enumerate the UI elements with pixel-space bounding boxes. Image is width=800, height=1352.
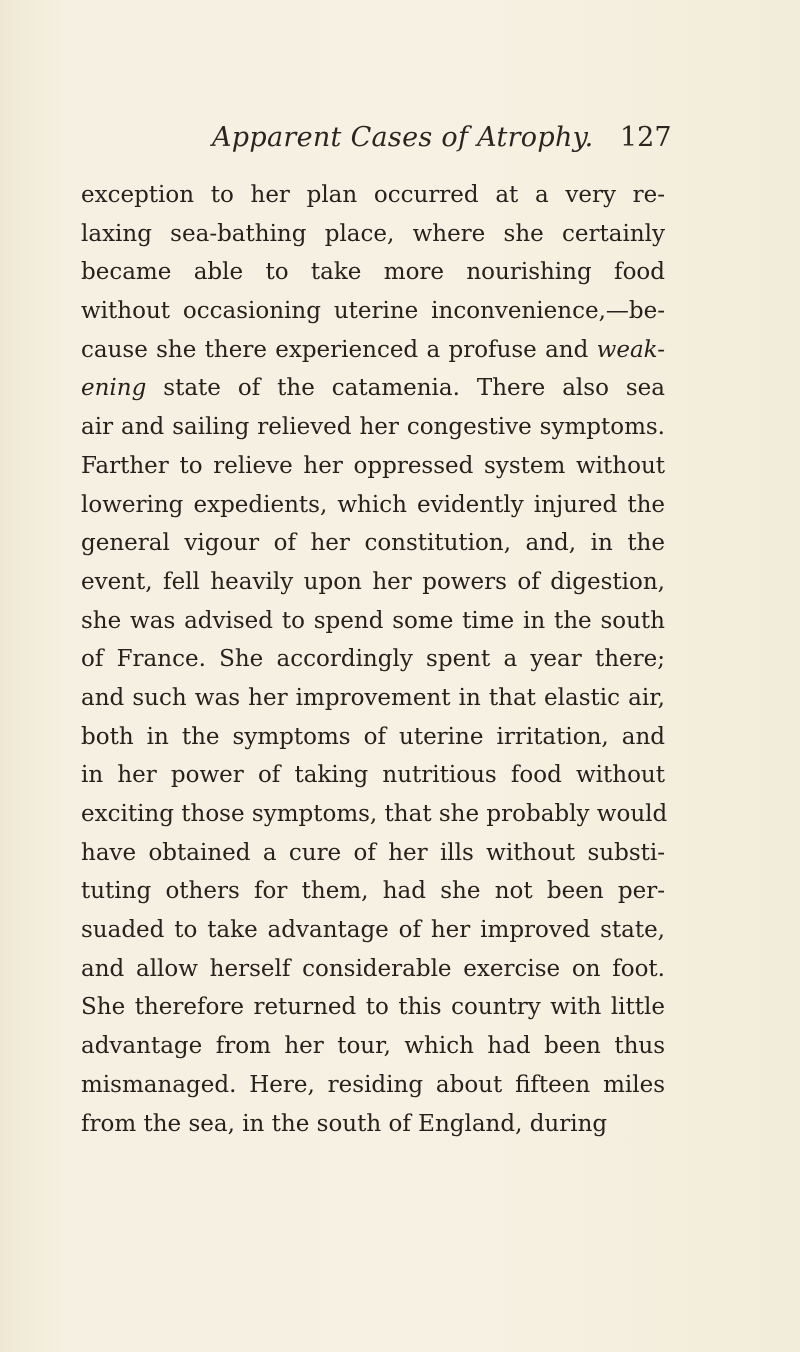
text-line: advantage from her tour, which had been thus (81, 1033, 665, 1060)
text-line: exciting those symptoms, that she probably would (81, 801, 668, 827)
text-line: and allow herself considerable exercise on foot. (81, 955, 665, 982)
text-line: air and sailing relieved her congestive symptoms. (81, 414, 665, 441)
text-line: Farther to relieve her oppressed system without (81, 452, 665, 479)
text-line: she was advised to spend some time in the south (81, 607, 665, 634)
text-line: She therefore returned to this country with little (81, 994, 665, 1021)
text-line: laxing sea-bathing place, where she certainly (81, 220, 665, 247)
text-line: tuting others for them, had she not been per- (81, 878, 665, 905)
body-paragraph (81, 176, 668, 1143)
text-run: cause she there experienced a profuse and (81, 336, 589, 363)
running-head (0, 122, 800, 166)
italic-text: weak- (596, 336, 665, 363)
text-line (81, 331, 665, 370)
text-line: became able to take more nourishing food (81, 259, 665, 286)
text-line (81, 369, 665, 408)
text-line: general vigour of her constitution, and, in the (81, 530, 665, 557)
text-line: event, fell heavily upon her powers of digestion, (81, 568, 665, 595)
text-line: lowering expedients, which evidently injured the (81, 491, 665, 518)
text-line: without occasioning uterine inconvenience,—be- (81, 298, 665, 325)
text-line: from the sea, in the south of England, during (81, 1110, 608, 1137)
running-title: Apparent Cases of Atrophy. (212, 122, 594, 153)
italic-text: ening (81, 375, 147, 402)
text-line: mismanaged. Here, residing about fifteen miles (81, 1071, 665, 1098)
text-line: suaded to take advantage of her improved state, (81, 917, 665, 944)
text-line: of France. She accordingly spent a year there; (81, 646, 665, 673)
text-line: and such was her improvement in that elastic air, (81, 684, 665, 711)
text-line: exception to her plan occurred at a very re- (81, 182, 665, 208)
text-run: state of the catamenia. There also sea (163, 375, 665, 402)
text-line: both in the symptoms of uterine irritation, and (81, 723, 665, 750)
text-line: have obtained a cure of her ills without substi- (81, 839, 665, 866)
page-number: 127 (620, 122, 672, 153)
text-line: in her power of taking nutritious food without (81, 762, 665, 789)
